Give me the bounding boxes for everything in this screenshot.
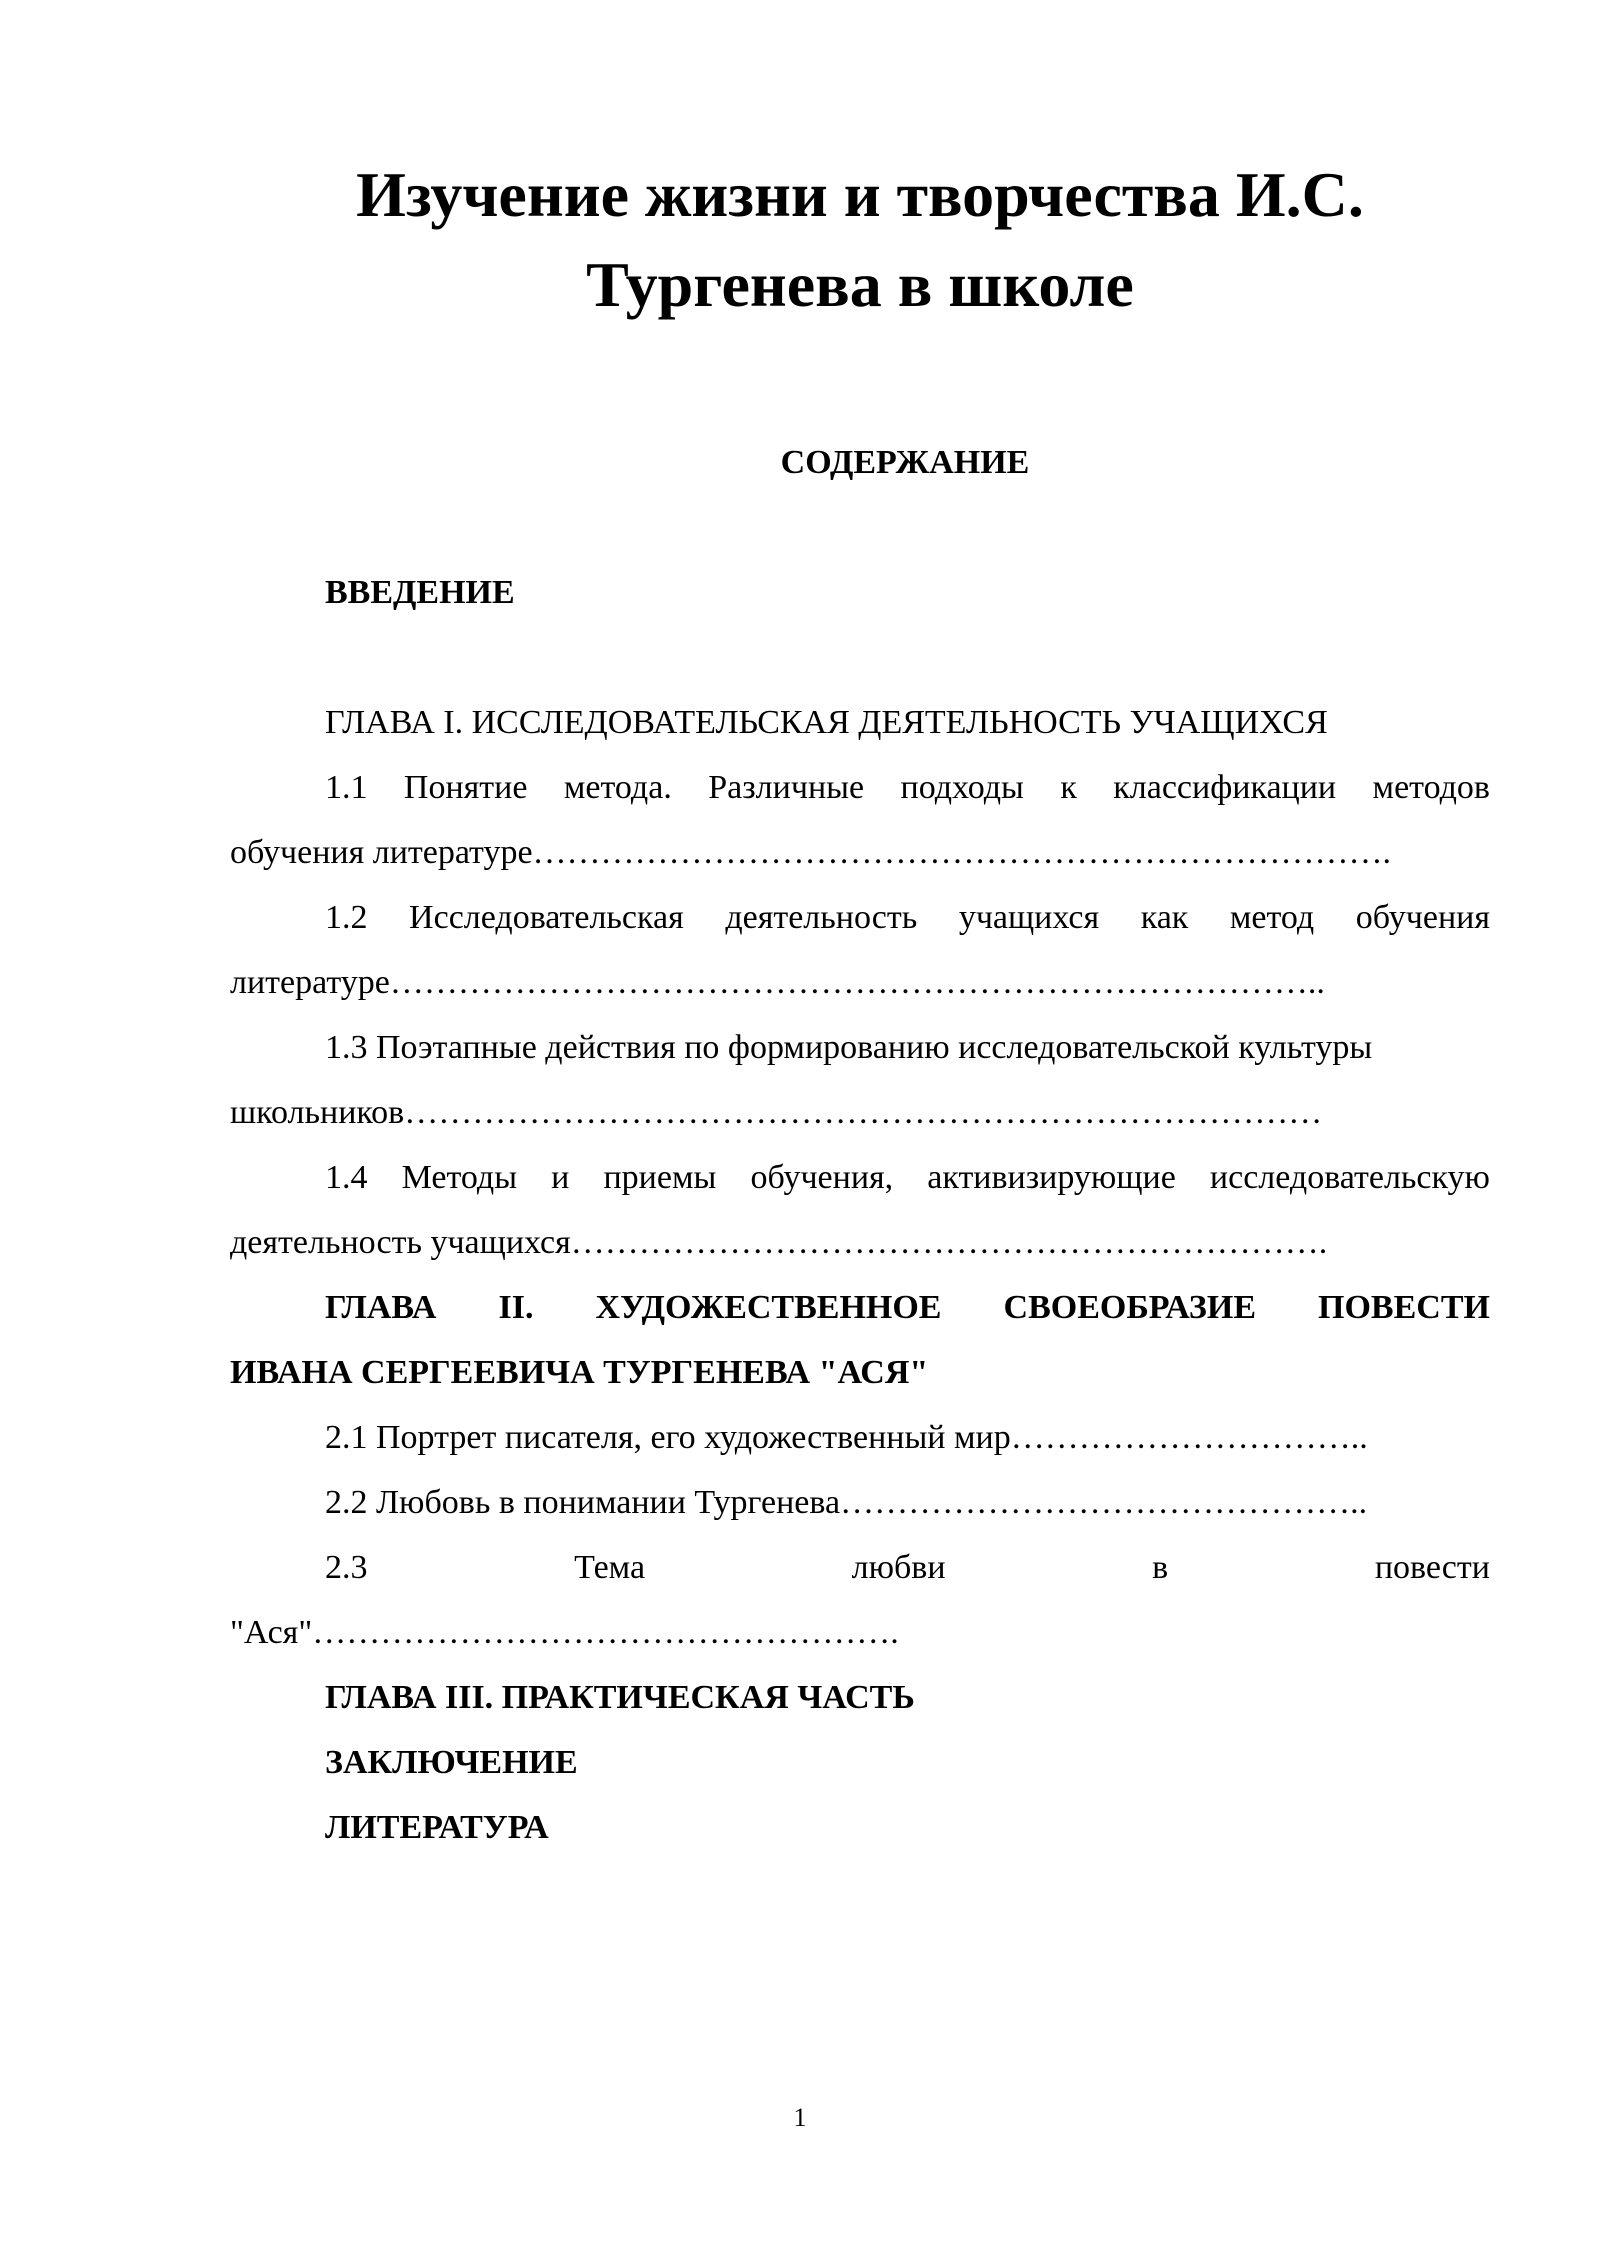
toc-section-2-3-line-2: "Ася"……………………………………………. — [230, 1614, 899, 1651]
word: и — [551, 1159, 570, 1196]
toc-chapter-3: ГЛАВА III. ПРАКТИЧЕСКАЯ ЧАСТЬ — [325, 1679, 915, 1716]
title-line-2: Тургенева в школе — [586, 249, 1134, 320]
word: в — [1152, 1549, 1169, 1586]
word: деятельность — [725, 899, 918, 936]
word: 1.4 — [325, 1159, 368, 1196]
toc-section-2-1: 2.1 Портрет писателя, его художественный мир………………………….. — [325, 1419, 1368, 1456]
word: учащихся — [958, 899, 1100, 936]
page-number: 1 — [793, 2103, 807, 2132]
word: Исследовательская — [409, 899, 684, 936]
toc-section-2-2: 2.2 Любовь в понимании Тургенева……………………………………….. — [325, 1484, 1368, 1521]
word: ХУДОЖЕСТВЕННОЕ — [595, 1289, 942, 1326]
word: 1.1 — [325, 769, 368, 806]
toc-section-1-3-line-1: 1.3 Поэтапные действия по формированию исследовательской культуры — [325, 1029, 1373, 1066]
word: классификации — [1113, 769, 1337, 806]
word: 2.3 — [325, 1549, 368, 1586]
toc-section-1-1-line-1 — [325, 763, 1490, 813]
toc-heading: СОДЕРЖАНИЕ — [780, 444, 1030, 481]
word: метод — [1229, 899, 1315, 936]
toc-section-1-3-line-2: школьников……………………………………………………………………… — [230, 1094, 1323, 1131]
word: активизирующие — [927, 1159, 1176, 1196]
word: Методы — [401, 1159, 518, 1196]
title-line-1: Изучение жизни и творчества И.С. — [356, 159, 1364, 230]
toc-chapter-1: ГЛАВА I. ИССЛЕДОВАТЕЛЬСКАЯ ДЕЯТЕЛЬНОСТЬ УЧАЩИХСЯ — [325, 704, 1328, 741]
word: ПОВЕСТИ — [1318, 1289, 1490, 1326]
word: Различные — [708, 769, 865, 806]
word: обучения, — [750, 1159, 894, 1196]
word: исследовательскую — [1209, 1159, 1490, 1196]
word: Тема — [574, 1549, 646, 1586]
toc-chapter-2-line-2: ИВАНА СЕРГЕЕВИЧА ТУРГЕНЕВА "АСЯ" — [230, 1354, 929, 1391]
toc-conclusion: ЗАКЛЮЧЕНИЕ — [325, 1744, 578, 1781]
word: подходы — [900, 769, 1024, 806]
word: II. — [498, 1289, 534, 1326]
word: обучения — [1355, 899, 1490, 936]
toc-chapter-2-line-1 — [325, 1283, 1490, 1333]
toc-section-1-4-line-1 — [325, 1153, 1490, 1203]
toc-section-1-2-line-2: литературе……………………………………………………………………….. — [230, 964, 1325, 1001]
word: к — [1060, 769, 1077, 806]
document-title — [230, 150, 1490, 330]
word: метода. — [563, 769, 672, 806]
word: методов — [1372, 769, 1490, 806]
word: Понятие — [403, 769, 528, 806]
toc-section-2-3-line-1 — [325, 1543, 1490, 1593]
word: любви — [851, 1549, 946, 1586]
word: ГЛАВА — [325, 1289, 437, 1326]
toc-literature: ЛИТЕРАТУРА — [325, 1809, 549, 1846]
word: как — [1140, 899, 1189, 936]
word: СВОЕОБРАЗИЕ — [1003, 1289, 1256, 1326]
toc-section-1-1-line-2: обучения литературе…………………………………………………………………. — [230, 834, 1392, 871]
word: повести — [1374, 1549, 1490, 1586]
toc-section-1-2-line-1 — [325, 893, 1490, 943]
toc-section-1-4-line-2: деятельность учащихся…………………………………………………………. — [230, 1224, 1328, 1261]
toc-intro: ВВЕДЕНИЕ — [325, 574, 515, 611]
word: 1.2 — [325, 899, 368, 936]
word: приемы — [603, 1159, 717, 1196]
